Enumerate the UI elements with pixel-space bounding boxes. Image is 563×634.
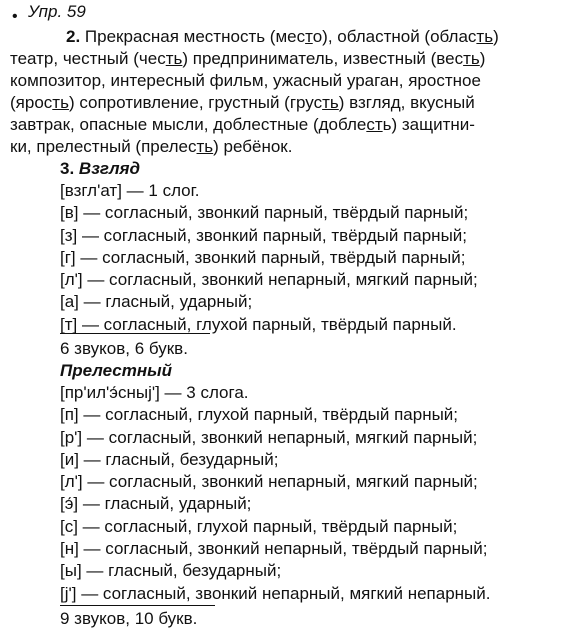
sound-line: [в] — согласный, звонкий парный, твёрдый парный; <box>60 203 469 223</box>
task-2-line-3: композитор, интересный фильм, ужасный ураган, яростное <box>10 71 481 90</box>
divider-line <box>60 605 215 606</box>
sound-line: [и] — гласный, безударный; <box>60 449 279 469</box>
task-2-line-4: (ярость) сопротивление, грустный (грусть) взгляд, вкусный <box>10 93 475 112</box>
sound-line: [н] — согласный, звонкий непарный, твёрдый парный; <box>60 539 488 559</box>
word-2-transcription: [пр'ил'э́сныj'] — 3 слога. <box>60 383 249 402</box>
exercise-title: Упр. 59 <box>28 2 86 21</box>
bullet-marker: • <box>12 8 18 25</box>
sound-line: [з] — согласный, звонкий парный, твёрдый парный; <box>60 225 468 245</box>
sound-line: [г] — согласный, звонкий парный, твёрдый парный; <box>60 247 466 267</box>
sound-line: [ы] — гласный, безударный; <box>60 561 282 581</box>
word-1-result: 6 звуков, 6 букв. <box>60 339 188 358</box>
task-3-heading <box>60 158 140 180</box>
task-2-line-2: театр, честный (честь) предприниматель, известный (весть) <box>10 49 486 68</box>
sound-line: [а] — гласный, ударный; <box>60 292 253 312</box>
task-2-line-6: ки, прелестный (прелесть) ребёнок. <box>10 137 293 156</box>
task-2-number: 2. <box>66 27 81 46</box>
divider-line <box>60 333 210 334</box>
sound-line: [л'] — согласный, звонкий непарный, мягкий парный; <box>60 270 478 290</box>
task-2-paragraph <box>10 26 550 158</box>
word-2-result: 9 звуков, 10 букв. <box>60 609 198 628</box>
sound-line: [j'] — согласный, звонкий непарный, мягкий непарный. <box>60 583 491 603</box>
word-2-title: Прелестный <box>60 361 173 380</box>
sound-line: [л'] — согласный, звонкий непарный, мягкий парный; <box>60 472 478 492</box>
sound-line: [р'] — согласный, звонкий непарный, мягкий парный; <box>60 427 478 447</box>
task-2-line-1: 2. Прекрасная местность (место), областной (область) <box>66 27 499 46</box>
sound-line: [с] — согласный, глухой парный, твёрдый парный; <box>60 516 458 536</box>
word-1-analysis <box>60 180 478 336</box>
task-3-number: 3. <box>60 159 75 178</box>
sound-line: [э́] — гласный, ударный; <box>60 494 252 514</box>
sound-line: [т] — согласный, глухой парный, твёрдый парный. <box>60 314 457 334</box>
word-1-title: Взгляд <box>78 159 141 178</box>
word-1-transcription: [взгл'ат] — 1 слог. <box>60 181 200 200</box>
sound-line: [п] — согласный, глухой парный, твёрдый парный; <box>60 405 459 425</box>
task-2-line-5: завтрак, опасные мысли, доблестные (доблесть) защитни- <box>10 115 475 134</box>
word-2-analysis <box>60 382 490 605</box>
